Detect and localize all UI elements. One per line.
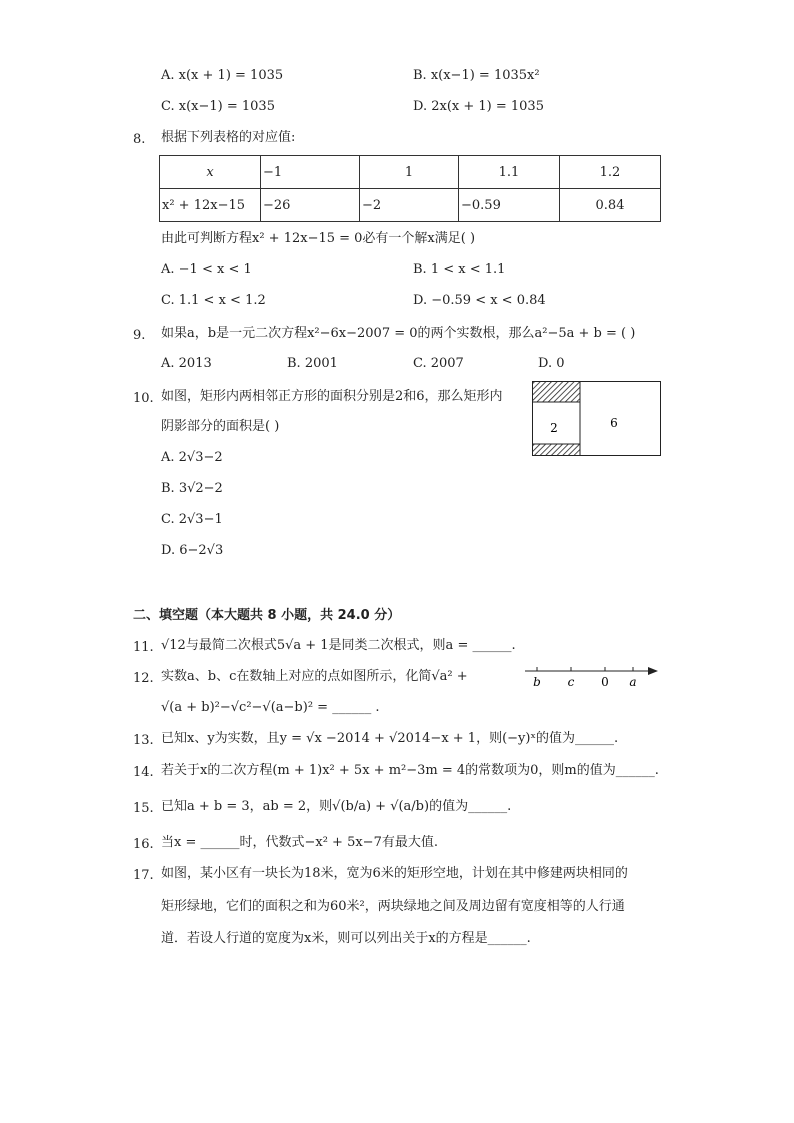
axis-label-a: a [629,675,637,689]
table-cell: x [160,156,261,189]
q9-option-b: B. 2001 [287,356,338,371]
q12-number-line [522,660,662,692]
table-cell: −2 [360,189,459,222]
q7-option-b: B. x(x−1) = 1035x² [413,68,540,83]
axis-label-b: b [533,675,541,689]
q16-text: 当x = ______时，代数式−x² + 5x−7有最大值. [161,835,438,850]
q17-line1: 如图，某小区有一块长为18米，宽为6米的矩形空地，计划在其中修建两块相同的 [161,866,628,881]
q7-option-c: C. x(x−1) = 1035 [161,99,275,114]
table-cell: −0.59 [459,189,560,222]
small-square-label: 2 [550,421,558,435]
shaded-region-top [533,382,580,402]
q10-stem-line1: 如图，矩形内两相邻正方形的面积分别是2和6，那么矩形内 [161,389,503,404]
q9-option-a: A. 2013 [161,356,212,371]
q8-option-c: C. 1.1 < x < 1.2 [161,293,266,308]
q15-number: 15. [133,801,154,816]
q8-stem: 根据下列表格的对应值: [161,130,296,145]
q17-line2: 矩形绿地，它们的面积之和为60米²，两块绿地之间及周边留有宽度相等的人行通 [161,899,625,914]
section-heading: 二、填空题（本大题共 8 小题，共 24.0 分） [133,608,401,623]
q11-number: 11. [133,640,154,655]
axis-label-zero: 0 [601,675,609,689]
q7-option-a: A. x(x + 1) = 1035 [161,68,284,83]
q8-value-table [159,155,661,222]
q7-option-d: D. 2x(x + 1) = 1035 [413,99,544,114]
q8-option-a: A. −1 < x < 1 [161,262,252,277]
q12-line1: 实数a、b、c在数轴上对应的点如图所示，化简√a² + [161,669,468,684]
q12-number: 12. [133,671,154,686]
table-cell: 1 [360,156,459,189]
q8-option-b: B. 1 < x < 1.1 [413,262,506,277]
table-row [160,156,661,189]
q17-number: 17. [133,868,154,883]
q10-number: 10. [133,391,154,406]
q14-number: 14. [133,765,154,780]
q10-option-b: B. 3√2−2 [161,481,223,496]
q8-number: 8. [133,132,146,147]
table-cell: 0.84 [560,189,661,222]
q11-text: √12与最简二次根式5√a + 1是同类二次根式，则a = ______. [161,638,516,653]
q9-stem: 如果a，b是一元二次方程x²−6x−2007 = 0的两个实数根，那么a²−5a + b = ( ) [161,326,636,341]
q17-line3: 道．若设人行道的宽度为x米，则可以列出关于x的方程是______. [161,931,531,946]
q9-number: 9. [133,328,146,343]
q10-stem-line2: 阴影部分的面积是( ) [161,419,280,434]
table-cell: x² + 12x−15 [160,189,261,222]
axis-label-c: c [567,675,575,689]
table-cell: −1 [261,156,360,189]
q10-rectangle-figure [530,380,662,458]
big-square-label: 6 [610,416,618,430]
q8-question: 由此可判断方程x² + 12x−15 = 0必有一个解x满足( ) [161,231,476,246]
q10-option-a: A. 2√3−2 [161,450,223,465]
table-cell: 1.2 [560,156,661,189]
q14-text: 若关于x的二次方程(m + 1)x² + 5x + m²−3m = 4的常数项为0，则m的值为______. [161,763,659,778]
q9-option-c: C. 2007 [413,356,464,371]
table-cell: −26 [261,189,360,222]
q13-number: 13. [133,733,154,748]
q15-text: 已知a + b = 3，ab = 2，则√(b/a) + √(a/b)的值为______. [161,799,512,814]
q9-option-d: D. 0 [538,356,565,371]
table-cell: 1.1 [459,156,560,189]
q8-option-d: D. −0.59 < x < 0.84 [413,293,546,308]
q10-option-c: C. 2√3−1 [161,512,223,527]
q12-line2: √(a + b)²−√c²−√(a−b)² = ______ . [161,700,380,715]
shaded-region-bottom [533,444,580,455]
table-row [160,189,661,222]
q16-number: 16. [133,837,154,852]
q10-option-d: D. 6−2√3 [161,543,224,558]
q13-text: 已知x、y为实数，且y = √x −2014 + √2014−x + 1，则(−y)ˣ的值为______. [161,731,619,746]
